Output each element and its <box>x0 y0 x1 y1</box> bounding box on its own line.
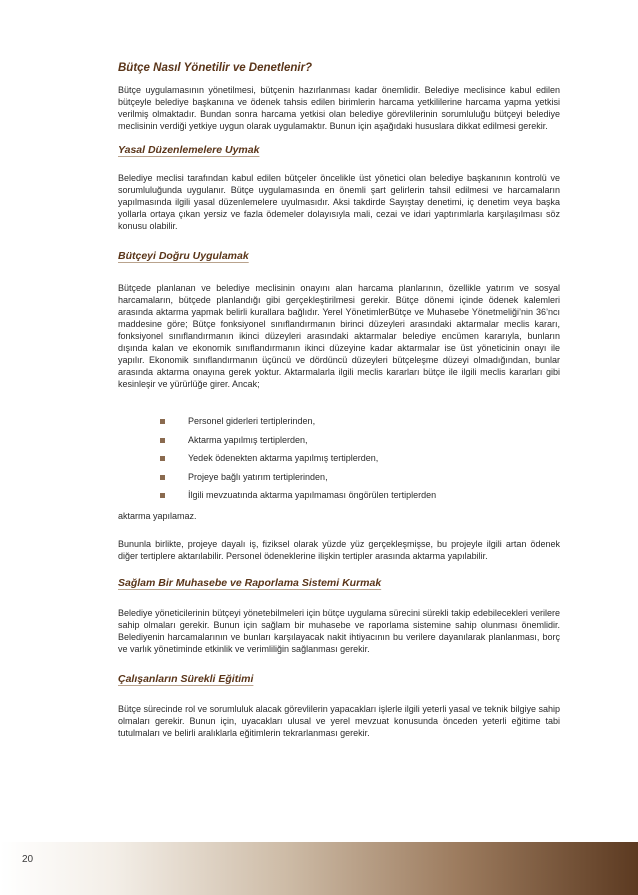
intro-paragraph: Bütçe uygulamasının yönetilmesi, bütçenin hazırlanması kadar önemlidir. Belediye meclisince kabul edilen bütçeyle belediye başkanına ve ödenek tahsis edilen birimlerin harcama yetkililerine harcama yapma yetkisi verilmiş olmaktadır. Bundan sonra harcama yetkisi olan belediye görevlilerinin sorumluluğu bütçeyi belediye meclisinin verdiği yetkiye uygun olarak uygulamaktır. Bunun için aşağıdaki hususlara dikkat edilmesi gerekir. <box>118 85 560 131</box>
bullet-text: Yedek ödenekten aktarma yapılmış tertiplerden, <box>188 453 379 463</box>
footer-gradient-band <box>0 842 638 895</box>
section-paragraph-egitim: Bütçe sürecinde rol ve sorumluluk alacak görevlilerin yapacakları işlerle ilgili yeterli yasal ve teknik bilgiye sahip olmaları gerekir. Bunun için, uyacakları ulusal ve yerel mevzuat konusunda önceden yeterli eğitime tabi tutulmaları ve belirli aralıklarla eğitimlerin tekrarlanması gerekir. <box>118 703 560 738</box>
section-heading-egitim: Çalışanların Sürekli Eğitimi <box>118 672 254 685</box>
square-bullet-icon <box>160 493 165 498</box>
bullet-item <box>118 468 560 487</box>
section-paragraph-muhasebe: Belediye yöneticilerinin bütçeyi yönetebilmeleri için bütçe uygulama sürecini sürekli takip edebilecekleri verilere sahip olmaları gerekir. Bunun için sağlam bir muhasebe ve raporlama sistemine sahip olunması önemlidir. Belediyenin harcamalarının ve bunları karşılayacak nakit ihtiyacının bu verilere dayanılarak planlanması, borç ve varlık yönetiminde etkinlik ve verimliliğin sağlanması gerekir. <box>118 607 560 654</box>
bullet-item <box>118 412 560 431</box>
section-heading-yasal: Yasal Düzenlemelere Uymak <box>118 144 260 156</box>
bullet-item <box>118 486 560 505</box>
square-bullet-icon <box>160 438 165 443</box>
closing-paragraph: Bununla birlikte, projeye dayalı iş, fiziksel olarak yüzde yüz gerçekleşmişse, bu projeyle ilgili artan ödenek diğer tertiplere aktarılabilir. Personel ödeneklerine ilişkin tertipler arasında aktarma yapılabilir. <box>118 538 560 561</box>
square-bullet-icon <box>160 475 165 480</box>
bullet-text: Personel giderleri tertiplerinden, <box>188 416 316 426</box>
square-bullet-icon <box>160 456 165 461</box>
page-content <box>118 60 560 739</box>
bullet-item <box>118 449 560 468</box>
after-bullets-text: aktarma yapılamaz. <box>118 510 197 521</box>
section-heading-butce-uygulama: Bütçeyi Doğru Uygulamak <box>118 250 249 262</box>
section-paragraph-yasal: Belediye meclisi tarafından kabul edilen bütçeler öncelikle üst yönetici olan belediye başkanının kontrolü ve sorumluluğunda uygulanır. Bütçe uygulamasında en önemli şart gelirlerin tahsil edilmesi ve harcamaların yapılmasında ilgili yasal düzenlemelere uyulmasıdır. Aksi takdirde Sayıştay denetimi, iç denetim veya başka yollarla ortaya çıkan yersiz ve fazla ödemeler dolayısıyla mali, cezai ve idari yaptırımlarla karşılaşılması söz konusu olabilir. <box>118 173 560 231</box>
section-paragraph-butce-uygulama: Bütçede planlanan ve belediye meclisinin onayını alan harcama planlarının, özellikle yatırım ve sosyal harcamaların, bütçede planlandığı gibi gerçekleştirilmesi gerekir. Bütçe dönemi içinde ödenek kalemleri arasında aktarma yapmak belirli kurallara bağlıdır. Yerel YönetimlerBütçe ve Muhasebe Yönetmeliği’nin 36’ncı maddesine göre; Bütçe fonksiyonel sınıflandırmanın birinci düzeyleri arasındaki aktarmalar meclis kararı, fonksiyonel sınıflandırmanın ikinci düzeyleri arasındaki aktarmalar belediye encümen kararıyla, bunların dışında kalan ve ekonomik sınıflandırmanın ikinci düzeyine kadar aktarmalar ise üst yöneticinin onayı ile yapılır. Ekonomik sınıflandırmanın üçüncü ve dördüncü düzeyleri bütçeleşme düzeyi olmadığından, bunlar arasında aktarma onayına gerek yoktur. Aktarmalarla ilgili meclis kararları bütçe ile ilgili meclis kararları gibi kesinleşir ve yürürlüğe girer. Ancak; <box>118 283 560 389</box>
bullet-text: Projeye bağlı yatırım tertiplerinden, <box>188 471 328 482</box>
page-title: Bütçe Nasıl Yönetilir ve Denetlenir? <box>118 62 313 74</box>
bullet-list <box>118 412 560 505</box>
page-number: 20 <box>22 854 34 865</box>
square-bullet-icon <box>160 419 165 424</box>
bullet-text: Aktarma yapılmış tertiplerden, <box>188 434 308 445</box>
bullet-text: İlgili mevzuatında aktarma yapılmaması öngörülen tertiplerden <box>188 490 437 500</box>
section-heading-muhasebe: Sağlam Bir Muhasebe ve Raporlama Sistemi Kurmak <box>118 576 382 589</box>
bullet-item <box>118 431 560 450</box>
